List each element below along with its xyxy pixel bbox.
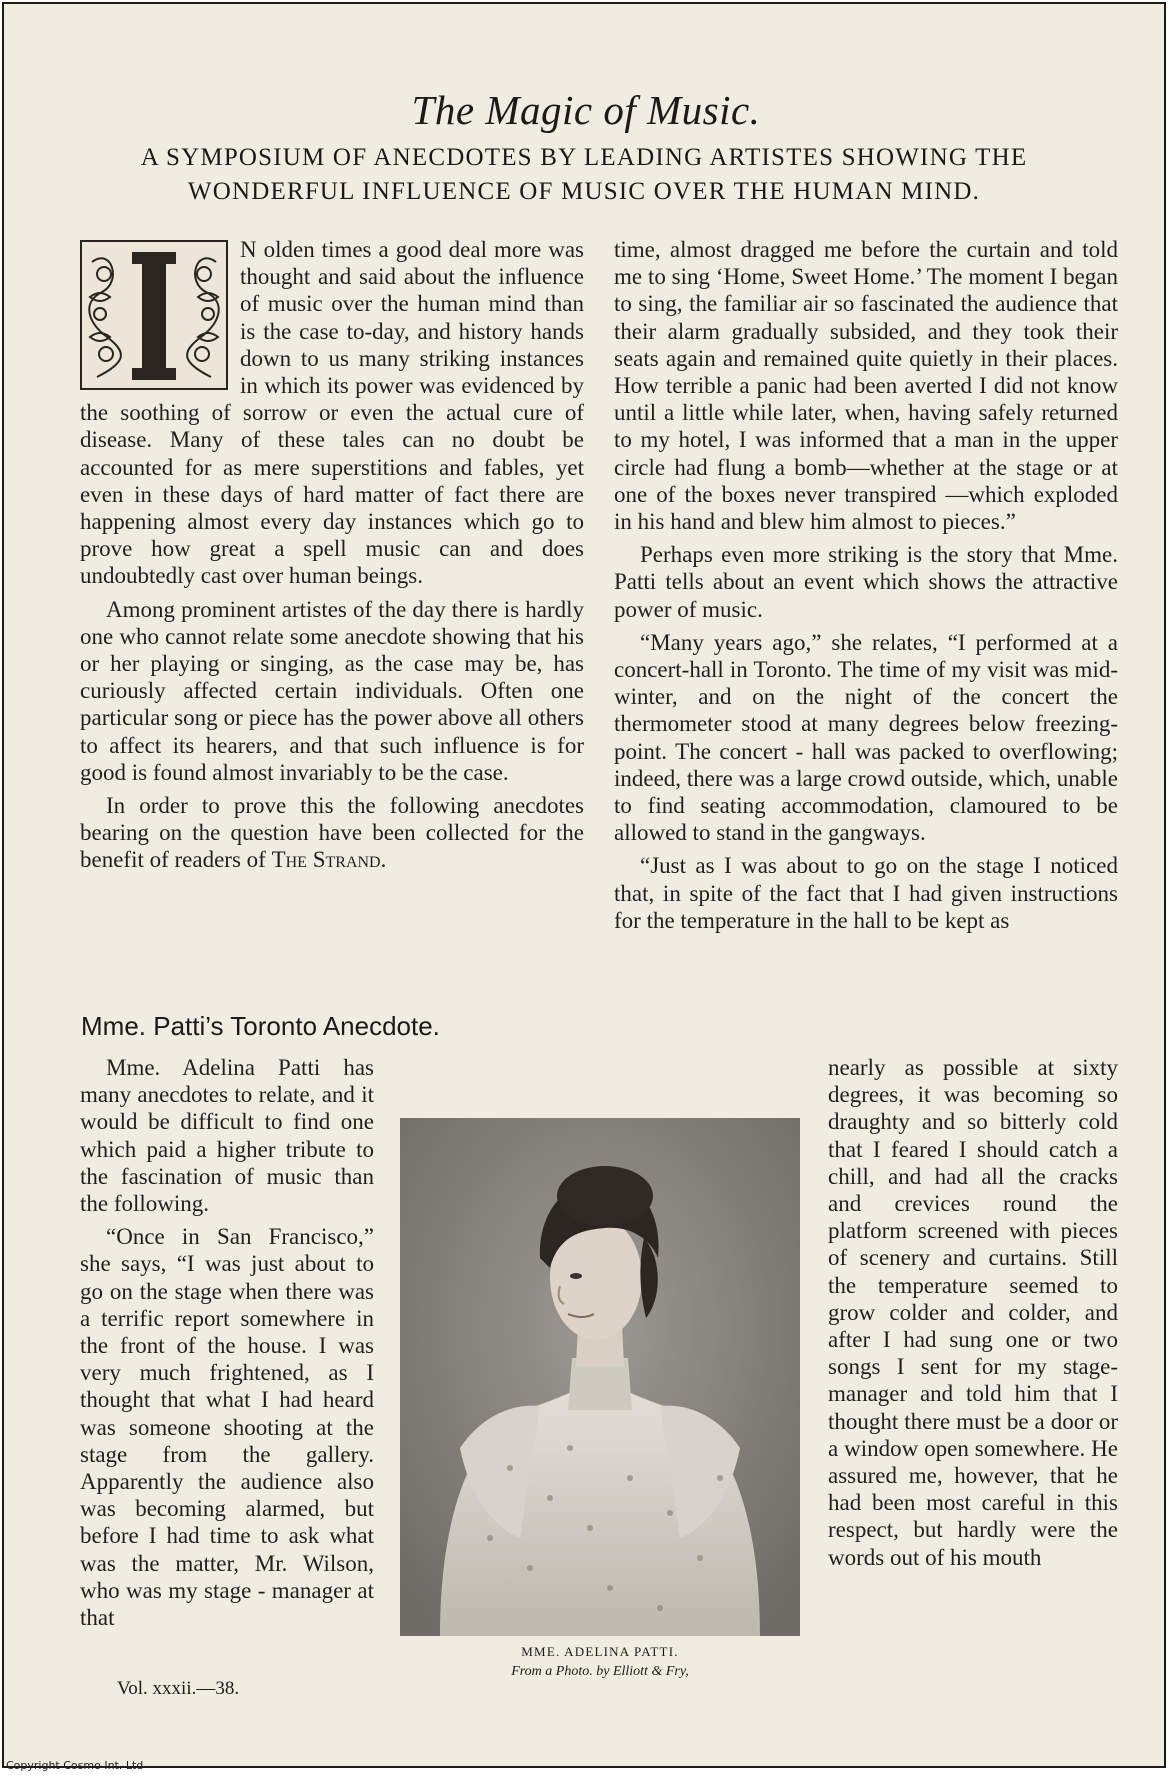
- paragraph-intro: N olden times a good deal more was thought and said about the influence of music over the human mind than is the case to-day, and history hands down to us many striking instances in which its power was evidenced by the soothing of sorrow or even the actual cure of disease. Many of these tales can no doubt be accounted for as mere superstitions and fables, yet even in these days of hard matter of fact there are happening almost every day instances which go to prove how great a spell music can and does undoubtedly cast over human beings.: [80, 237, 584, 589]
- right-column-upper: [614, 236, 1118, 940]
- paragraph-stage-start: “Just as I was about to go on the stage I noticed that, in spite of the fact that I had given instructions for the temperature in the hall to be kept as: [614, 853, 1118, 933]
- portrait-photo: [400, 1118, 800, 1636]
- article-subtitle: [64, 141, 1104, 209]
- left-column-upper: [80, 236, 584, 880]
- volume-folio: Vol. xxxii.—38.: [117, 1678, 240, 1699]
- paragraph-stage-continued: nearly as possible at sixty degrees, it was becoming so draughty and so bitterly cold that I feared I should catch a chill, and had all the cracks and crevices round the platform screened with pieces of scenery and curtains. Still the temperature seemed to grow colder and colder, and after I had sung one or two songs I sent for my stage-manager and told him that I thought there must be a door or a window open somewhere. He assured me, however, that he had been most careful in this respect, but hardly were the words out of his mouth: [828, 1055, 1118, 1570]
- subtitle-line-1: A SYMPOSIUM OF ANECDOTES BY LEADING ARTISTES SHOWING THE: [140, 144, 1028, 171]
- paragraph-anecdotes: In order to prove this the following anecdotes bearing on the question have been collected for the benefit of readers of The Strand.: [80, 793, 584, 873]
- article-title: The Magic of Music.: [411, 87, 761, 133]
- paragraph-san-francisco: “Once in San Francisco,” she says, “I was just about to go on the stage when there was a terrific report somewhere in the front of the house. I was very much frightened, as I thought that what I had heard was someone shooting at the stage from the gallery. Apparently the audience also was becoming alarmed, but before I had time to ask what was the matter, Mr. Wilson, who was my stage - manager at that: [80, 1224, 374, 1631]
- magazine-page: [2, 2, 1166, 1768]
- paragraph-toronto: “Many years ago,” she relates, “I performed at a concert-hall in Toronto. The time of my visit was mid-winter, and on the night of the concert the thermometer stood at many degrees below freezing-point. The concert - hall was packed to overflowing; indeed, there was a large crowd outside, which, unable to find seating accommodation, clamoured to be allowed to stand in the gangways.: [614, 629, 1118, 846]
- left-column-lower: [80, 1054, 374, 1637]
- photo-caption: [400, 1644, 800, 1680]
- strand-name: The Strand.: [271, 847, 387, 873]
- paragraph-striking-story: Perhaps even more striking is the story that Mme. Patti tells about an event which shows the attractive power of music.: [614, 542, 1118, 622]
- paragraph-patti-intro: Mme. Adelina Patti has many anecdotes to relate, and it would be difficult to find one which paid a higher tribute to the fascination of music than the following.: [80, 1055, 374, 1217]
- section-heading: Mme. Patti’s Toronto Anecdote.: [81, 1011, 440, 1041]
- caption-name: MME. ADELINA PATTI.: [521, 1644, 679, 1659]
- copyright-notice: Copyright Cosmo Int. Ltd: [6, 1759, 144, 1772]
- paragraph-artistes: Among prominent artistes of the day there is hardly one who cannot relate some anecdote showing that his or her playing or singing, as the case may be, has curiously affected certain individuals. Often one particular song or piece has the power above all others to affect its hearers, and that such influence is for good is found almost invariably to be the case.: [80, 596, 584, 785]
- right-column-lower: [828, 1054, 1118, 1577]
- decorative-drop-cap-icon: [80, 240, 228, 390]
- subtitle-line-2: WONDERFUL INFLUENCE OF MUSIC OVER THE HUMAN MIND.: [187, 178, 981, 205]
- caption-credit: From a Photo. by Elliott & Fry,: [511, 1664, 689, 1679]
- paragraph-home-sweet-home: time, almost dragged me before the curtain and told me to sing ‘Home, Sweet Home.’ The moment I began to sing, the familiar air so fascinated the audience that their alarm gradually subsided, and they took their seats again and remained quite quietly in their places. How terrible a panic had been averted I did not know until a little while later, when, having safely returned to my hotel, I was informed that a man in the upper circle had flung a bomb—whether at the stage or at one of the boxes never transpired —which exploded in his hand and blew him almost to pieces.”: [614, 237, 1118, 535]
